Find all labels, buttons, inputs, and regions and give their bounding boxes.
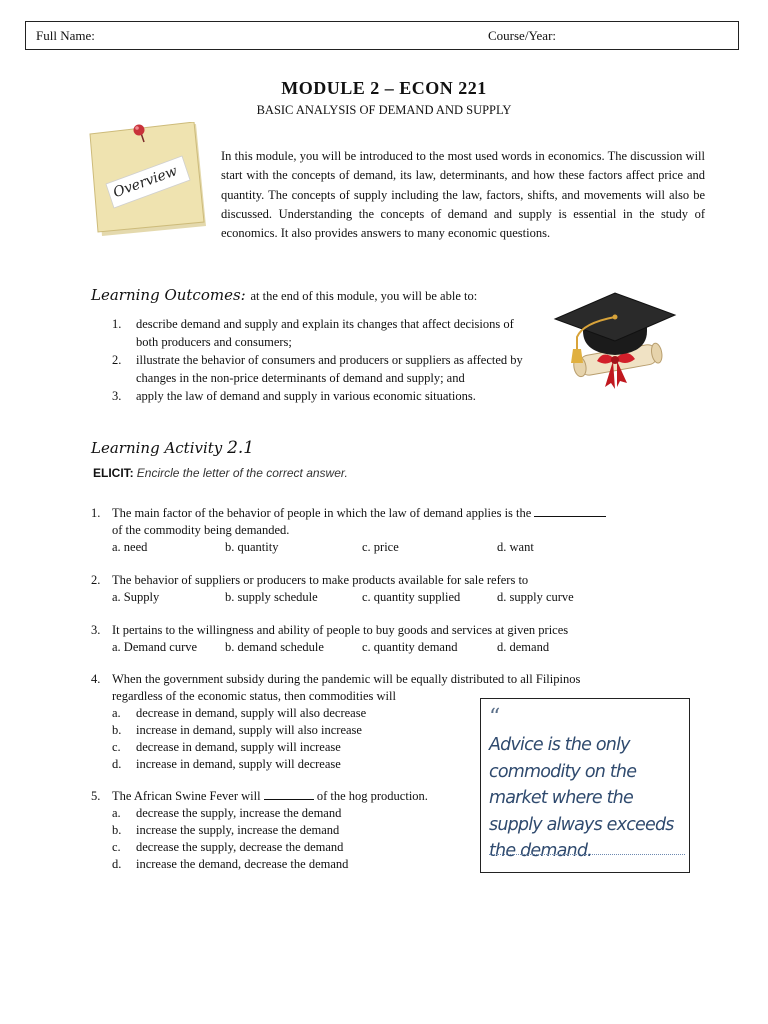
choice-b[interactable]: b. demand schedule bbox=[225, 640, 324, 654]
choice-text: increase in demand, supply will also increase bbox=[136, 723, 362, 737]
choice-letter: b. bbox=[112, 823, 122, 837]
overview-note-label: Overview bbox=[111, 163, 180, 202]
choice-d[interactable]: d. want bbox=[497, 540, 534, 554]
question-1 bbox=[91, 505, 691, 556]
list-item-text: apply the law of demand and supply in various economic situations. bbox=[136, 389, 476, 403]
choice-a[interactable]: a. Supply bbox=[112, 590, 160, 604]
question-text-cont: of the commodity being demanded. bbox=[112, 523, 290, 537]
choice-d[interactable]: d. demand bbox=[497, 640, 550, 654]
overview-note-icon bbox=[88, 122, 213, 238]
choice-text: decrease the supply, decrease the demand bbox=[136, 840, 344, 854]
choices-list bbox=[112, 805, 471, 873]
choices-row bbox=[112, 639, 691, 656]
choice-letter: d. bbox=[112, 757, 122, 771]
learning-outcomes-heading bbox=[91, 286, 477, 304]
question-number: 2. bbox=[91, 573, 101, 587]
list-item-number: 2. bbox=[112, 353, 122, 367]
quote-box bbox=[480, 698, 690, 873]
answer-blank bbox=[264, 788, 314, 800]
choices-row bbox=[112, 539, 691, 556]
choice-letter: a. bbox=[112, 706, 121, 720]
question-2 bbox=[91, 572, 691, 606]
question-text: The behavior of suppliers or producers to make products available for sale refers to bbox=[112, 573, 529, 587]
choice-text: decrease in demand, supply will increase bbox=[136, 740, 341, 754]
question-text: When the government subsidy during the pandemic will be equally distributed to all Filipinos bbox=[112, 672, 581, 686]
learning-outcomes-list bbox=[112, 315, 537, 405]
learning-outcomes-intro: at the end of this module, you will be able to: bbox=[250, 289, 478, 303]
question-5 bbox=[91, 788, 471, 873]
learning-outcomes-title: Learning Outcomes: bbox=[91, 286, 246, 304]
question-text: It pertains to the willingness and ability of people to buy goods and services at given prices bbox=[112, 623, 569, 637]
choice-b[interactable] bbox=[112, 822, 471, 839]
choice-letter: b. bbox=[112, 723, 122, 737]
instruction-text: Encircle the letter of the correct answer. bbox=[136, 466, 348, 480]
question-text-cont: of the hog production. bbox=[316, 789, 428, 803]
choice-a[interactable]: a. Demand curve bbox=[112, 640, 198, 654]
choice-c[interactable] bbox=[112, 839, 471, 856]
question-text-cont: regardless of the economic status, then commodities will bbox=[112, 689, 396, 703]
choice-letter: c. bbox=[112, 840, 121, 854]
quote-text: Advice is the only commodity on the market where the supply always exceeds the demand. bbox=[489, 735, 674, 861]
choice-text: decrease the supply, increase the demand bbox=[136, 806, 342, 820]
course-year-label: Course/Year: bbox=[488, 28, 557, 43]
question-number: 4. bbox=[91, 672, 101, 686]
choice-c[interactable]: c. quantity supplied bbox=[362, 590, 461, 604]
graduation-cap-icon bbox=[553, 285, 677, 397]
answer-blank bbox=[534, 505, 606, 517]
choice-text: increase the demand, decrease the demand bbox=[136, 857, 349, 871]
student-info-box bbox=[25, 21, 739, 50]
list-item-number: 1. bbox=[112, 317, 122, 331]
choice-b[interactable]: b. quantity bbox=[225, 540, 279, 554]
list-item bbox=[112, 351, 537, 387]
question-text: The African Swine Fever will bbox=[112, 789, 261, 803]
learning-activity-number: 2.1 bbox=[227, 438, 255, 458]
list-item-text: illustrate the behavior of consumers and producers or suppliers as affected by changes in the non-price determinants of demand and supply; and bbox=[136, 353, 523, 385]
list-item-number: 3. bbox=[112, 389, 122, 403]
learning-activity-title: Learning Activity bbox=[91, 439, 223, 457]
list-item bbox=[112, 315, 537, 351]
choice-d[interactable] bbox=[112, 856, 471, 873]
question-number: 3. bbox=[91, 623, 101, 637]
choice-a[interactable]: a. need bbox=[112, 540, 148, 554]
module-subtitle: BASIC ANALYSIS OF DEMAND AND SUPPLY bbox=[256, 103, 512, 117]
quote-divider bbox=[489, 854, 685, 855]
choice-a[interactable] bbox=[112, 805, 471, 822]
question-text: The main factor of the behavior of people in which the law of demand applies is the bbox=[112, 506, 532, 520]
quote-mark-icon: “ bbox=[489, 705, 501, 730]
question-number: 5. bbox=[91, 789, 101, 803]
choice-text: increase in demand, supply will decrease bbox=[136, 757, 341, 771]
module-title: MODULE 2 – ECON 221 bbox=[281, 78, 487, 98]
choice-d[interactable]: d. supply curve bbox=[497, 590, 574, 604]
list-item bbox=[112, 387, 537, 405]
choice-c[interactable]: c. quantity demand bbox=[362, 640, 458, 654]
choice-text: decrease in demand, supply will also decrease bbox=[136, 706, 367, 720]
choice-b[interactable]: b. supply schedule bbox=[225, 590, 318, 604]
question-3 bbox=[91, 622, 691, 656]
elicit-label: ELICIT: bbox=[93, 466, 134, 480]
choice-letter: d. bbox=[112, 857, 122, 871]
list-item-text: describe demand and supply and explain its changes that affect decisions of both producers and consumers; bbox=[136, 317, 514, 349]
choices-row bbox=[112, 589, 691, 606]
choice-c[interactable]: c. price bbox=[362, 540, 399, 554]
choice-letter: a. bbox=[112, 806, 121, 820]
learning-activity-heading bbox=[91, 438, 254, 458]
choice-letter: c. bbox=[112, 740, 121, 754]
question-number: 1. bbox=[91, 506, 101, 520]
full-name-label: Full Name: bbox=[36, 28, 95, 43]
overview-paragraph: In this module, you will be introduced to the most used words in economics. The discussion will start with the concepts of demand, its law, determinants, and how these factors affect price and quantity. The concepts of supply including the law, factors, shifts, and movements will also be discussed. Understanding the concepts of demand and supply is essential in the study of economics. It also provides answers to many economic questions. bbox=[221, 149, 705, 241]
choice-text: increase the supply, increase the demand bbox=[136, 823, 340, 837]
elicit-instruction bbox=[93, 466, 348, 481]
